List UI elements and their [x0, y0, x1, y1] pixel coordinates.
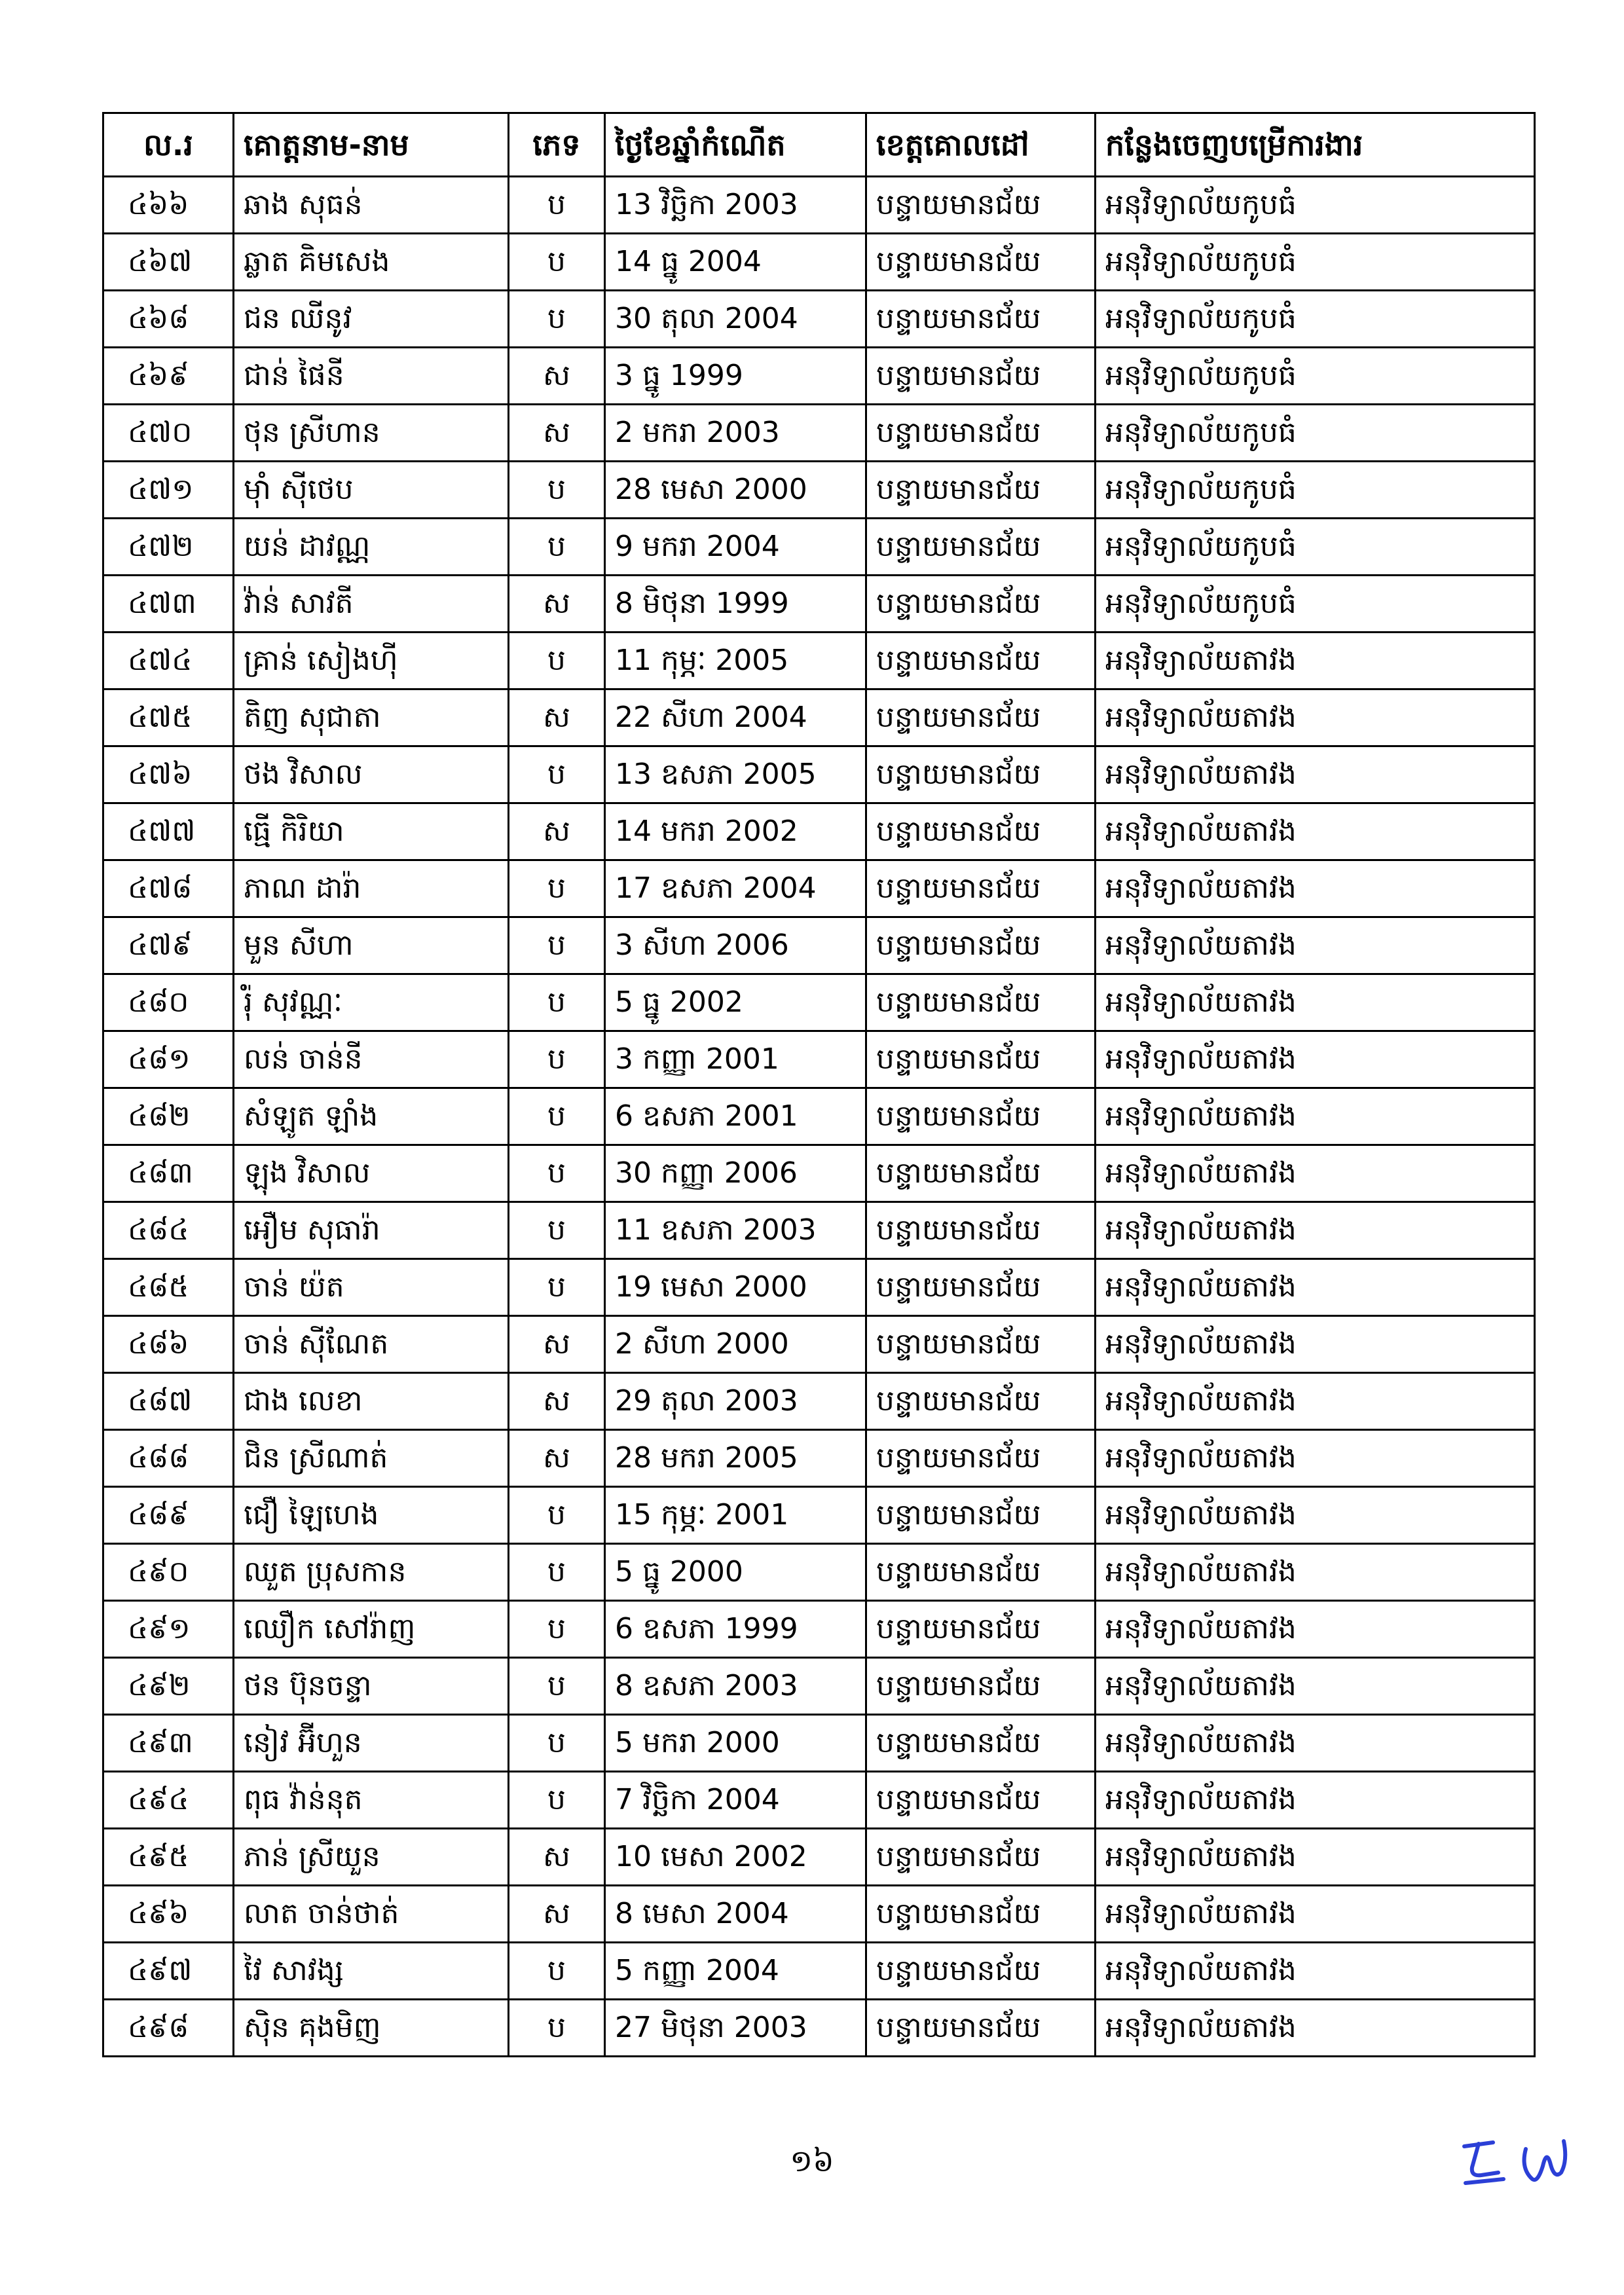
cell-number: ៤៨៩ — [103, 1487, 234, 1544]
cell-date-of-birth: 30 តុលា 2004 — [605, 291, 866, 348]
table-row — [103, 1316, 1535, 1373]
cell-target-province: បន្ទាយមានជ័យ — [866, 1031, 1096, 1088]
cell-date-of-birth: 19 មេសា 2000 — [605, 1259, 866, 1316]
cell-number: ៤៧១ — [103, 462, 234, 519]
cell-number: ៤៨៨ — [103, 1430, 234, 1487]
cell-date-of-birth: 3 ធ្នូ 1999 — [605, 348, 866, 405]
cell-target-province: បន្ទាយមានជ័យ — [866, 1373, 1096, 1430]
cell-date-of-birth: 28 មេសា 2000 — [605, 462, 866, 519]
table-row — [103, 746, 1535, 803]
cell-date-of-birth: 29 តុលា 2003 — [605, 1373, 866, 1430]
cell-sex: ប — [509, 1145, 605, 1202]
table-row — [103, 860, 1535, 917]
cell-name: ឆាង សុធន់ — [234, 177, 509, 234]
cell-number: ៤៩៧ — [103, 1943, 234, 2000]
cell-target-province: បន្ទាយមានជ័យ — [866, 1145, 1096, 1202]
cell-date-of-birth: 11 កុម្ភៈ 2005 — [605, 633, 866, 689]
table-row — [103, 1772, 1535, 1829]
cell-sex: ស — [509, 1316, 605, 1373]
cell-target-province: បន្ទាយមានជ័យ — [866, 1943, 1096, 2000]
cell-date-of-birth: 8 ឧសភា 2003 — [605, 1658, 866, 1715]
cell-name: ជាង លេខា — [234, 1373, 509, 1430]
cell-number: ៤៩០ — [103, 1544, 234, 1601]
table-row — [103, 1259, 1535, 1316]
cell-target-province: បន្ទាយមានជ័យ — [866, 2000, 1096, 2057]
table-row — [103, 1943, 1535, 2000]
cell-number: ៤៧០ — [103, 405, 234, 462]
cell-target-province: បន្ទាយមានជ័យ — [866, 974, 1096, 1031]
cell-date-of-birth: 22 សីហា 2004 — [605, 689, 866, 746]
cell-work-place: អនុវិទ្យាល័យតាវង — [1096, 1943, 1535, 2000]
cell-work-place: អនុវិទ្យាល័យតាវង — [1096, 1031, 1535, 1088]
cell-work-place: អនុវិទ្យាល័យតាវង — [1096, 1886, 1535, 1943]
signature-mark — [1452, 2127, 1583, 2192]
cell-date-of-birth: 3 សីហា 2006 — [605, 917, 866, 974]
cell-sex: ប — [509, 746, 605, 803]
cell-name: ឆ្លាត គិមសេង — [234, 234, 509, 291]
cell-name: មួន សីហា — [234, 917, 509, 974]
cell-target-province: បន្ទាយមានជ័យ — [866, 917, 1096, 974]
cell-date-of-birth: 17 ឧសភា 2004 — [605, 860, 866, 917]
cell-number: ៤៩១ — [103, 1601, 234, 1658]
cell-work-place: អនុវិទ្យាល័យកូបធំ — [1096, 576, 1535, 633]
cell-name: ឈឿក សៅរ៉ាញ — [234, 1601, 509, 1658]
cell-sex: ស — [509, 803, 605, 860]
cell-name: ជឿ ឡៃហេង — [234, 1487, 509, 1544]
cell-number: ៤៨៣ — [103, 1145, 234, 1202]
cell-name: ភាណ ដារ៉ា — [234, 860, 509, 917]
table-row — [103, 1373, 1535, 1430]
cell-sex: ស — [509, 576, 605, 633]
cell-sex: ប — [509, 177, 605, 234]
table-row — [103, 576, 1535, 633]
cell-sex: ប — [509, 633, 605, 689]
cell-target-province: បន្ទាយមានជ័យ — [866, 689, 1096, 746]
cell-target-province: បន្ទាយមានជ័យ — [866, 1772, 1096, 1829]
cell-target-province: បន្ទាយមានជ័យ — [866, 1088, 1096, 1145]
table-row — [103, 405, 1535, 462]
cell-number: ៤៧២ — [103, 519, 234, 576]
cell-number: ៤៦៨ — [103, 291, 234, 348]
cell-work-place: អនុវិទ្យាល័យតាវង — [1096, 803, 1535, 860]
cell-work-place: អនុវិទ្យាល័យតាវង — [1096, 689, 1535, 746]
cell-work-place: អនុវិទ្យាល័យតាវង — [1096, 1715, 1535, 1772]
cell-target-province: បន្ទាយមានជ័យ — [866, 860, 1096, 917]
cell-work-place: អនុវិទ្យាល័យតាវង — [1096, 2000, 1535, 2057]
cell-target-province: បន្ទាយមានជ័យ — [866, 1316, 1096, 1373]
cell-date-of-birth: 5 ធ្នូ 2002 — [605, 974, 866, 1031]
page-number: ១៦ — [790, 2143, 834, 2178]
table-row — [103, 803, 1535, 860]
cell-sex: ប — [509, 860, 605, 917]
cell-target-province: បន្ទាយមានជ័យ — [866, 1829, 1096, 1886]
cell-work-place: អនុវិទ្យាល័យកូបធំ — [1096, 348, 1535, 405]
cell-target-province: បន្ទាយមានជ័យ — [866, 177, 1096, 234]
cell-work-place: អនុវិទ្យាល័យកូបធំ — [1096, 405, 1535, 462]
cell-target-province: បន្ទាយមានជ័យ — [866, 1259, 1096, 1316]
table-row — [103, 1088, 1535, 1145]
cell-name: ភាន់ ស្រីយួន — [234, 1829, 509, 1886]
cell-number: ៤៨៤ — [103, 1202, 234, 1259]
cell-target-province: បន្ទាយមានជ័យ — [866, 1658, 1096, 1715]
cell-number: ៤៨៥ — [103, 1259, 234, 1316]
cell-number: ៤៧៩ — [103, 917, 234, 974]
cell-number: ៤៧៨ — [103, 860, 234, 917]
cell-sex: ស — [509, 1430, 605, 1487]
cell-target-province: បន្ទាយមានជ័យ — [866, 1202, 1096, 1259]
cell-work-place: អនុវិទ្យាល័យតាវង — [1096, 1601, 1535, 1658]
cell-number: ៤៨២ — [103, 1088, 234, 1145]
cell-date-of-birth: 9 មករា 2004 — [605, 519, 866, 576]
cell-date-of-birth: 6 ឧសភា 1999 — [605, 1601, 866, 1658]
cell-date-of-birth: 13 ឧសភា 2005 — [605, 746, 866, 803]
cell-name: ម៉ាំ ស៊ីថេប — [234, 462, 509, 519]
cell-work-place: អនុវិទ្យាល័យតាវង — [1096, 746, 1535, 803]
cell-sex: ប — [509, 1487, 605, 1544]
cell-target-province: បន្ទាយមានជ័យ — [866, 462, 1096, 519]
cell-sex: ប — [509, 1031, 605, 1088]
cell-number: ៤៩៨ — [103, 2000, 234, 2057]
cell-sex: ប — [509, 519, 605, 576]
table-row — [103, 519, 1535, 576]
cell-date-of-birth: 5 ធ្នូ 2000 — [605, 1544, 866, 1601]
header-work-place: កន្លែងចេញបម្រើការងារ — [1096, 113, 1535, 177]
table-row — [103, 974, 1535, 1031]
cell-date-of-birth: 6 ឧសភា 2001 — [605, 1088, 866, 1145]
cell-number: ៤៧៧ — [103, 803, 234, 860]
cell-name: ពុធ វ៉ាន់នុត — [234, 1772, 509, 1829]
cell-target-province: បន្ទាយមានជ័យ — [866, 519, 1096, 576]
cell-target-province: បន្ទាយមានជ័យ — [866, 1601, 1096, 1658]
cell-number: ៤៩៣ — [103, 1715, 234, 1772]
cell-name: វ៉ាន់ សាវតី — [234, 576, 509, 633]
table-row — [103, 1601, 1535, 1658]
cell-date-of-birth: 28 មករា 2005 — [605, 1430, 866, 1487]
cell-number: ៤៨៧ — [103, 1373, 234, 1430]
cell-work-place: អនុវិទ្យាល័យតាវង — [1096, 974, 1535, 1031]
cell-work-place: អនុវិទ្យាល័យតាវង — [1096, 917, 1535, 974]
cell-date-of-birth: 3 កញ្ញា 2001 — [605, 1031, 866, 1088]
cell-target-province: បន្ទាយមានជ័យ — [866, 1715, 1096, 1772]
header-date-of-birth: ថ្ងៃខែឆ្នាំកំណើត — [605, 113, 866, 177]
cell-work-place: អនុវិទ្យាល័យតាវង — [1096, 1829, 1535, 1886]
table-row — [103, 1430, 1535, 1487]
cell-sex: ស — [509, 348, 605, 405]
cell-sex: ប — [509, 1544, 605, 1601]
header-sex: ភេទ — [509, 113, 605, 177]
table-row — [103, 1145, 1535, 1202]
cell-number: ៤៩៤ — [103, 1772, 234, 1829]
cell-target-province: បន្ទាយមានជ័យ — [866, 576, 1096, 633]
cell-work-place: អនុវិទ្យាល័យកូបធំ — [1096, 462, 1535, 519]
cell-name: ចាន់ យ៉ត — [234, 1259, 509, 1316]
cell-work-place: អនុវិទ្យាល័យតាវង — [1096, 1544, 1535, 1601]
cell-sex: ប — [509, 1202, 605, 1259]
header-target-province: ខេត្តគោលដៅ — [866, 113, 1096, 177]
cell-target-province: បន្ទាយមានជ័យ — [866, 803, 1096, 860]
cell-work-place: អនុវិទ្យាល័យកូបធំ — [1096, 291, 1535, 348]
cell-work-place: អនុវិទ្យាល័យកូបធំ — [1096, 177, 1535, 234]
table-row — [103, 1202, 1535, 1259]
cell-date-of-birth: 2 សីហា 2000 — [605, 1316, 866, 1373]
table-row — [103, 348, 1535, 405]
cell-work-place: អនុវិទ្យាល័យកូបធំ — [1096, 519, 1535, 576]
cell-number: ៤៧៦ — [103, 746, 234, 803]
table-body — [103, 177, 1535, 2057]
cell-work-place: អនុវិទ្យាល័យតាវង — [1096, 1202, 1535, 1259]
cell-name: ជាន់ ផៃនី — [234, 348, 509, 405]
cell-date-of-birth: 13 វិច្ឆិកា 2003 — [605, 177, 866, 234]
cell-sex: ស — [509, 1373, 605, 1430]
cell-number: ៤៦៦ — [103, 177, 234, 234]
cell-sex: ប — [509, 234, 605, 291]
cell-name: ថុន ស្រីហាន — [234, 405, 509, 462]
cell-date-of-birth: 10 មេសា 2002 — [605, 1829, 866, 1886]
table-row — [103, 1658, 1535, 1715]
cell-name: ឈួត ប្រុសកាន — [234, 1544, 509, 1601]
table-row — [103, 1886, 1535, 1943]
cell-name: លន់ ចាន់នី — [234, 1031, 509, 1088]
cell-number: ៤៩២ — [103, 1658, 234, 1715]
cell-sex: ប — [509, 917, 605, 974]
table-row — [103, 1487, 1535, 1544]
cell-name: ថង វិសាល — [234, 746, 509, 803]
cell-name: អឿម សុធារ៉ា — [234, 1202, 509, 1259]
cell-target-province: បន្ទាយមានជ័យ — [866, 405, 1096, 462]
cell-target-province: បន្ទាយមានជ័យ — [866, 348, 1096, 405]
cell-name: ថន ប៊ុនចន្ទា — [234, 1658, 509, 1715]
cell-work-place: អនុវិទ្យាល័យតាវង — [1096, 1430, 1535, 1487]
cell-date-of-birth: 5 មករា 2000 — [605, 1715, 866, 1772]
cell-target-province: បន្ទាយមានជ័យ — [866, 234, 1096, 291]
cell-work-place: អនុវិទ្យាល័យតាវង — [1096, 1487, 1535, 1544]
cell-work-place: អនុវិទ្យាល័យតាវង — [1096, 1145, 1535, 1202]
table-row — [103, 1715, 1535, 1772]
cell-sex: ប — [509, 1943, 605, 2000]
table-row — [103, 1544, 1535, 1601]
cell-sex: ស — [509, 1829, 605, 1886]
cell-sex: ប — [509, 1658, 605, 1715]
cell-sex: ស — [509, 405, 605, 462]
cell-number: ៤៧៥ — [103, 689, 234, 746]
cell-number: ៤៦៩ — [103, 348, 234, 405]
cell-date-of-birth: 7 វិច្ឆិកា 2004 — [605, 1772, 866, 1829]
cell-target-province: បន្ទាយមានជ័យ — [866, 1544, 1096, 1601]
cell-date-of-birth: 27 មិថុនា 2003 — [605, 2000, 866, 2057]
cell-sex: ប — [509, 2000, 605, 2057]
cell-name: តិញ សុជាតា — [234, 689, 509, 746]
cell-sex: ប — [509, 974, 605, 1031]
cell-work-place: អនុវិទ្យាល័យតាវង — [1096, 633, 1535, 689]
cell-work-place: អនុវិទ្យាល័យតាវង — [1096, 1772, 1535, 1829]
cell-number: ៤៨០ — [103, 974, 234, 1031]
cell-number: ៤៨១ — [103, 1031, 234, 1088]
cell-date-of-birth: 14 ធ្នូ 2004 — [605, 234, 866, 291]
cell-work-place: អនុវិទ្យាល័យតាវង — [1096, 1373, 1535, 1430]
cell-date-of-birth: 30 កញ្ញា 2006 — [605, 1145, 866, 1202]
header-name: គោត្តនាម-នាម — [234, 113, 509, 177]
cell-target-province: បន្ទាយមានជ័យ — [866, 1487, 1096, 1544]
cell-number: ៤៧៤ — [103, 633, 234, 689]
cell-name: នៀវ អ៊ីហួន — [234, 1715, 509, 1772]
cell-sex: ប — [509, 1715, 605, 1772]
header-number: ល.រ — [103, 113, 234, 177]
cell-name: យន់ ដាវណ្ណ — [234, 519, 509, 576]
table-row — [103, 291, 1535, 348]
cell-work-place: អនុវិទ្យាល័យតាវង — [1096, 1259, 1535, 1316]
table-row — [103, 462, 1535, 519]
table-header-row — [103, 113, 1535, 177]
cell-name: ជន ឈីនូវ — [234, 291, 509, 348]
cell-sex: ប — [509, 1601, 605, 1658]
cell-sex: ប — [509, 1772, 605, 1829]
cell-name: រ៉ុំ សុវណ្ណៈ — [234, 974, 509, 1031]
cell-work-place: អនុវិទ្យាល័យតាវង — [1096, 860, 1535, 917]
cell-number: ៤៩៦ — [103, 1886, 234, 1943]
table-row — [103, 1031, 1535, 1088]
cell-date-of-birth: 5 កញ្ញា 2004 — [605, 1943, 866, 2000]
cell-name: វៃ សាវង្ស — [234, 1943, 509, 2000]
cell-work-place: អនុវិទ្យាល័យកូបធំ — [1096, 234, 1535, 291]
cell-date-of-birth: 14 មករា 2002 — [605, 803, 866, 860]
cell-sex: ស — [509, 1886, 605, 1943]
cell-target-province: បន្ទាយមានជ័យ — [866, 746, 1096, 803]
cell-work-place: អនុវិទ្យាល័យតាវង — [1096, 1316, 1535, 1373]
cell-work-place: អនុវិទ្យាល័យតាវង — [1096, 1658, 1535, 1715]
cell-date-of-birth: 2 មករា 2003 — [605, 405, 866, 462]
cell-name: ធ្មើ កិរិយា — [234, 803, 509, 860]
cell-date-of-birth: 8 មិថុនា 1999 — [605, 576, 866, 633]
cell-number: ៤៨៦ — [103, 1316, 234, 1373]
cell-number: ៤៧៣ — [103, 576, 234, 633]
cell-date-of-birth: 11 ឧសភា 2003 — [605, 1202, 866, 1259]
cell-date-of-birth: 15 កុម្ភៈ 2001 — [605, 1487, 866, 1544]
cell-name: ចាន់ ស៊ីណែត — [234, 1316, 509, 1373]
cell-target-province: បន្ទាយមានជ័យ — [866, 291, 1096, 348]
cell-sex: ប — [509, 1259, 605, 1316]
roster-table — [102, 112, 1536, 2057]
cell-name: សំឡូត ឡាំង — [234, 1088, 509, 1145]
table-row — [103, 633, 1535, 689]
cell-target-province: បន្ទាយមានជ័យ — [866, 633, 1096, 689]
table-row — [103, 2000, 1535, 2057]
cell-sex: ស — [509, 689, 605, 746]
cell-target-province: បន្ទាយមានជ័យ — [866, 1886, 1096, 1943]
cell-sex: ប — [509, 291, 605, 348]
cell-name: ជិន ស្រីណាត់ — [234, 1430, 509, 1487]
cell-number: ៤៦៧ — [103, 234, 234, 291]
table-row — [103, 234, 1535, 291]
table-row — [103, 177, 1535, 234]
cell-name: ឡុង វិសាល — [234, 1145, 509, 1202]
cell-name: គ្រាន់ សៀងហ៊ី — [234, 633, 509, 689]
cell-target-province: បន្ទាយមានជ័យ — [866, 1430, 1096, 1487]
table-row — [103, 917, 1535, 974]
cell-name: លាត ចាន់ថាត់ — [234, 1886, 509, 1943]
table-row — [103, 1829, 1535, 1886]
cell-sex: ប — [509, 462, 605, 519]
table-row — [103, 689, 1535, 746]
cell-name: ស៊ិន គុងមិញ — [234, 2000, 509, 2057]
cell-work-place: អនុវិទ្យាល័យតាវង — [1096, 1088, 1535, 1145]
cell-sex: ប — [509, 1088, 605, 1145]
cell-date-of-birth: 8 មេសា 2004 — [605, 1886, 866, 1943]
cell-number: ៤៩៥ — [103, 1829, 234, 1886]
